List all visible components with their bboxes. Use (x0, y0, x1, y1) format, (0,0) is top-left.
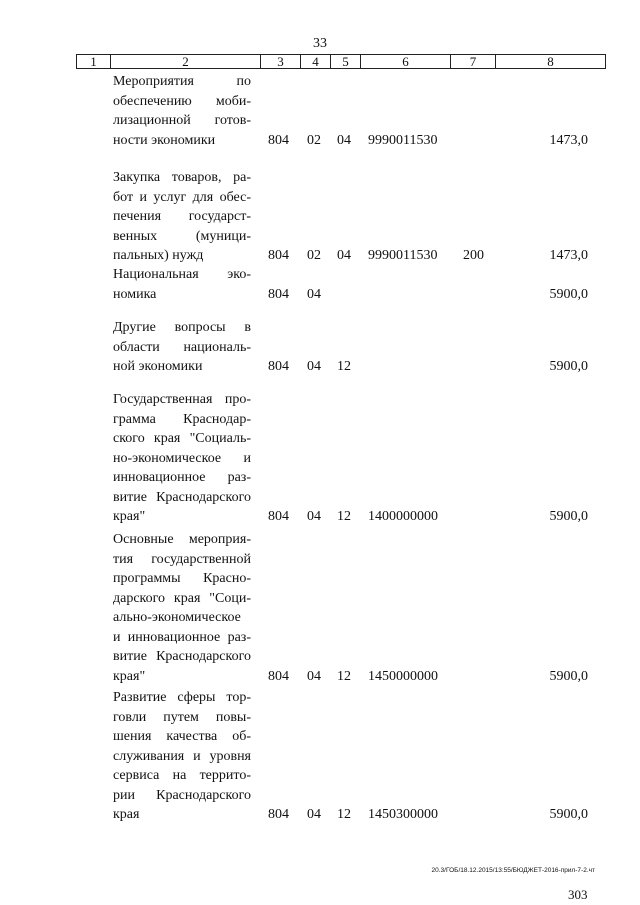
header-col-7: 7 (451, 55, 496, 68)
description-line: витие Краснодарского (113, 489, 251, 505)
cell-col-5: 04 (337, 248, 351, 263)
cell-col-8: 5900,0 (549, 286, 588, 302)
description-line: Основные мероприя- (113, 532, 251, 547)
cell-col-3: 804 (268, 286, 289, 302)
cell-col-8: 5900,0 (549, 807, 588, 822)
description-line: грамма Краснодар- (113, 411, 251, 427)
description-line: говли путем повы- (113, 709, 251, 725)
description-line: Национальная эко- (113, 267, 251, 282)
description-line: лизационной готов- (113, 113, 251, 128)
cell-col-8: 1473,0 (549, 132, 588, 148)
description-line: края" (113, 509, 146, 524)
description-line: рии Краснодарского (113, 787, 251, 803)
description-line: шения качества об- (113, 729, 251, 744)
description-line: края" (113, 668, 146, 684)
page-number: 33 (313, 36, 327, 51)
row-description (113, 318, 251, 377)
cell-col-4: 04 (307, 359, 321, 374)
description-line: обеспечению моби- (113, 93, 251, 109)
cell-col-7: 200 (463, 248, 484, 263)
cell-col-5: 12 (337, 359, 351, 374)
row-description (113, 530, 251, 686)
header-col-3: 3 (261, 55, 301, 68)
cell-col-8: 1473,0 (549, 248, 588, 263)
header-col-1: 1 (77, 55, 111, 68)
description-line: Закупка товаров, ра- (113, 170, 251, 185)
row-description (113, 168, 251, 266)
cell-col-3: 804 (268, 132, 289, 148)
document-footer: 20.3/ГОБ/18.12.2015/13:55/БЮДЖЕТ-2016-прил-7-2.чт (431, 867, 595, 874)
cell-col-8: 5900,0 (549, 359, 588, 374)
cell-col-8: 5900,0 (549, 509, 588, 524)
cell-col-3: 804 (268, 359, 289, 374)
description-line: сервиса на террито- (113, 768, 251, 783)
cell-col-6: 1450000000 (368, 668, 438, 684)
description-line: края (113, 807, 140, 822)
table-header (76, 54, 606, 69)
description-line: тия государственной (113, 551, 251, 567)
row-description (113, 265, 251, 304)
cell-col-3: 804 (268, 668, 289, 684)
description-line: Другие вопросы в (113, 320, 251, 335)
description-line: служивания и уровня (113, 748, 251, 764)
description-line: Мероприятия по (113, 74, 251, 89)
description-line: дарского края "Соци- (113, 590, 251, 606)
description-line: бот и услуг для обес- (113, 189, 251, 205)
description-line: Государственная про- (113, 392, 251, 407)
cell-col-5: 12 (337, 668, 351, 684)
cell-col-8: 5900,0 (549, 668, 588, 684)
cell-col-3: 804 (268, 509, 289, 524)
cell-col-4: 02 (307, 132, 321, 148)
description-line: номика (113, 286, 157, 302)
cell-col-6: 1450300000 (368, 807, 438, 822)
cell-col-3: 804 (268, 248, 289, 263)
description-line: но-экономическое и (113, 450, 251, 466)
cell-col-4: 04 (307, 286, 321, 302)
description-line: ально-экономическое (113, 610, 241, 625)
cell-col-6: 9990011530 (368, 248, 438, 263)
description-line: инновационное раз- (113, 470, 251, 485)
description-line: венных (муници- (113, 228, 251, 244)
description-line: области националь- (113, 339, 251, 355)
cell-col-4: 04 (307, 807, 321, 822)
header-col-2: 2 (111, 55, 261, 68)
description-line: и инновационное раз- (113, 629, 251, 645)
description-line: Развитие сферы тор- (113, 690, 251, 705)
header-col-8: 8 (547, 54, 554, 69)
row-description (113, 72, 251, 150)
cell-col-6: 9990011530 (368, 132, 438, 148)
cell-col-5: 12 (337, 509, 351, 524)
description-line: пальных) нужд (113, 248, 204, 263)
description-line: ной экономики (113, 359, 203, 374)
description-line: печения государст- (113, 209, 251, 224)
cell-col-6: 1400000000 (368, 509, 438, 524)
cell-col-4: 04 (307, 509, 321, 524)
description-line: ского края "Социаль- (113, 431, 251, 446)
header-col-4: 4 (301, 55, 331, 68)
description-line: витие Краснодарского (113, 649, 251, 664)
cell-col-5: 12 (337, 807, 351, 822)
cell-col-3: 804 (268, 807, 289, 822)
cell-col-5: 04 (337, 132, 351, 148)
header-col-6: 6 (361, 55, 451, 68)
description-line: ности экономики (113, 132, 216, 148)
row-description (113, 390, 251, 527)
row-description (113, 688, 251, 825)
cell-col-4: 04 (307, 668, 321, 684)
description-line: программы Красно- (113, 571, 251, 586)
cell-col-4: 02 (307, 248, 321, 263)
corner-number: 303 (568, 887, 588, 902)
header-col-5: 5 (331, 55, 361, 68)
